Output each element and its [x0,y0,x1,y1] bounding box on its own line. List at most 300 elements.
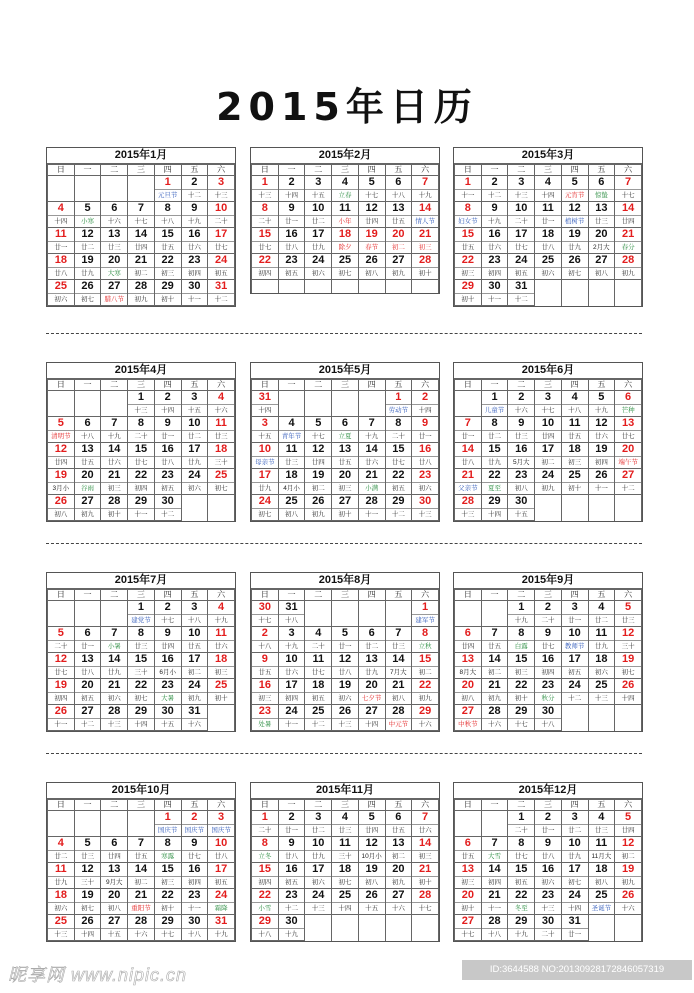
day-number: 18 [588,863,615,877]
lunar-date: 初三 [412,242,439,254]
day-number: 19 [48,679,75,693]
lunar-date: 十一 [455,190,482,202]
day-number: 18 [48,889,75,903]
day-number: 5 [358,176,385,190]
lunar-date: 初二 [385,242,412,254]
weekday-header: 一 [278,590,305,601]
day-number: 17 [561,653,588,667]
day-number: 16 [154,443,181,457]
day-number: 6 [455,837,482,851]
day-number: 28 [101,705,128,719]
day-number: 25 [48,915,75,929]
lunar-date: 十八 [252,641,279,653]
month-title: 2015年1月 [47,148,235,164]
lunar-date: 十二 [208,294,235,306]
day-number: 11 [48,863,75,877]
day-number: 22 [154,254,181,268]
lunar-date: 廿三 [101,242,128,254]
lunar-date: 十二 [385,509,412,521]
weekday-header: 三 [535,590,562,601]
weekday-header: 日 [48,800,75,811]
lunar-date: 十五 [181,405,208,417]
lunar-date: 十九 [278,929,305,941]
day-number: 14 [385,653,412,667]
lunar-date: 廿九 [358,667,385,679]
day-number: 21 [101,469,128,483]
lunar-date: 十五 [101,929,128,941]
day-number: 10 [535,417,562,431]
day-number: 19 [615,863,642,877]
lunar-date: 十一 [481,903,508,915]
lunar-date: 初四 [48,693,75,705]
lunar-date: 初三 [332,483,359,495]
lunar-date: 重阳节 [128,903,155,915]
day-number: 12 [615,837,642,851]
lunar-date: 廿二 [305,825,332,837]
lunar-date: 廿六 [358,457,385,469]
lunar-date: 小寒 [74,216,101,228]
lunar-date: 三十 [128,667,155,679]
month-calendar [46,362,236,522]
lunar-date: 十八 [561,405,588,417]
lunar-date: 初九 [481,693,508,705]
day-number: 11 [208,417,235,431]
empty-cell [561,495,588,521]
lunar-date: 初五 [74,693,101,705]
lunar-date: 廿三 [208,431,235,443]
day-number: 12 [358,837,385,851]
day-number: 19 [615,653,642,667]
lunar-date: 十三 [128,405,155,417]
watermark-id: ID:3644588 NO:20130928172846057319 [462,960,692,980]
day-number: 10 [561,627,588,641]
lunar-date: 廿二 [561,825,588,837]
day-number: 27 [588,254,615,268]
weekday-header: 四 [561,165,588,176]
lunar-date: 二十 [208,216,235,228]
lunar-date: 廿九 [588,641,615,653]
lunar-date: 初十 [455,294,482,306]
month-title: 2015年11月 [251,783,439,799]
lunar-date: 十九 [508,929,535,941]
day-number: 12 [48,653,75,667]
lunar-date: 十三 [305,903,332,915]
lunar-date: 十三 [412,509,439,521]
weekday-header: 一 [278,380,305,391]
day-number: 31 [252,391,279,405]
weekday-header: 一 [481,590,508,601]
weekday-header: 五 [385,590,412,601]
day-number: 30 [181,915,208,929]
lunar-date: 十三 [455,509,482,521]
empty-cell [305,915,332,941]
day-number: 3 [252,417,279,431]
day-number: 23 [181,889,208,903]
weekday-header: 五 [588,380,615,391]
empty-cell [385,601,412,627]
day-number: 15 [508,863,535,877]
day-number: 18 [278,469,305,483]
day-number: 6 [74,627,101,641]
lunar-date: 初八 [588,268,615,280]
lunar-date: 初三 [101,483,128,495]
lunar-date: 初十 [154,903,181,915]
lunar-date: 初七 [128,693,155,705]
empty-cell [305,280,332,294]
lunar-date: 初八 [358,877,385,889]
day-number: 10 [181,627,208,641]
lunar-date: 十五 [252,431,279,443]
weekday-header: 日 [455,380,482,391]
lunar-date: 4月小 [278,483,305,495]
day-number: 9 [535,627,562,641]
weekday-header: 四 [154,380,181,391]
day-number: 10 [305,202,332,216]
lunar-date: 二十 [252,216,279,228]
month-calendar [250,362,440,522]
lunar-date: 初三 [412,851,439,863]
day-number: 19 [561,228,588,242]
lunar-date: 廿四 [48,457,75,469]
lunar-date: 十二 [305,719,332,731]
day-number: 7 [128,837,155,851]
day-number: 5 [615,811,642,825]
weekday-header: 一 [74,800,101,811]
lunar-date: 初五 [278,268,305,280]
day-number: 31 [208,915,235,929]
lunar-date: 初七 [208,483,235,495]
day-number: 17 [252,469,279,483]
lunar-date: 十八 [385,190,412,202]
day-number: 4 [278,417,305,431]
lunar-date: 父亲节 [455,483,482,495]
day-number: 25 [588,679,615,693]
lunar-date: 廿七 [128,457,155,469]
day-number: 28 [358,495,385,509]
weekday-header: 五 [181,590,208,601]
lunar-date: 廿一 [561,615,588,627]
day-number: 21 [412,228,439,242]
weekday-header: 一 [278,800,305,811]
lunar-date: 十六 [385,903,412,915]
lunar-date: 初十 [154,294,181,306]
day-number: 17 [305,863,332,877]
day-number: 31 [278,601,305,615]
weekday-header: 日 [252,590,279,601]
lunar-date: 腊八节 [101,294,128,306]
day-number: 22 [252,889,279,903]
lunar-date: 惊蛰 [588,190,615,202]
lunar-date: 十五 [305,190,332,202]
lunar-date: 植树节 [561,216,588,228]
weekday-header: 日 [48,590,75,601]
weekday-header: 一 [481,800,508,811]
lunar-date: 廿三 [278,457,305,469]
day-number: 13 [615,417,642,431]
lunar-date: 十八 [74,431,101,443]
day-number: 26 [588,469,615,483]
lunar-date: 廿七 [305,667,332,679]
day-number: 28 [412,889,439,903]
day-number: 7 [615,176,642,190]
lunar-date: 十八 [181,615,208,627]
day-number: 30 [181,280,208,294]
day-number: 14 [101,443,128,457]
weekday-header: 六 [412,165,439,176]
empty-cell [481,811,508,837]
lunar-date: 初十 [508,693,535,705]
lunar-date: 初二 [385,851,412,863]
lunar-date: 初九 [615,268,642,280]
lunar-date: 初五 [208,877,235,889]
lunar-date: 初六 [588,667,615,679]
lunar-date: 二十 [128,431,155,443]
day-number: 18 [332,863,359,877]
day-number: 11 [278,443,305,457]
weekday-header: 六 [412,380,439,391]
month-calendar [46,782,236,942]
day-number: 28 [128,915,155,929]
lunar-date: 廿六 [181,242,208,254]
lunar-date: 初十 [412,268,439,280]
month-calendar [250,147,440,294]
lunar-date: 廿八 [455,457,482,469]
empty-cell [588,495,615,521]
lunar-date: 十二 [181,190,208,202]
empty-cell [128,811,155,837]
lunar-date: 十四 [481,509,508,521]
lunar-date: 廿九 [181,457,208,469]
lunar-date: 春节 [358,242,385,254]
lunar-date: 初十 [208,693,235,705]
day-number: 26 [48,705,75,719]
weekday-header: 二 [101,590,128,601]
empty-cell [535,495,562,521]
empty-cell [588,915,615,941]
lunar-date: 初二 [615,851,642,863]
lunar-date: 初九 [385,877,412,889]
lunar-date: 十六 [481,719,508,731]
lunar-date: 廿二 [181,431,208,443]
day-number: 22 [412,679,439,693]
lunar-date: 三十 [332,851,359,863]
day-number: 24 [561,889,588,903]
lunar-date: 三十 [74,877,101,889]
lunar-date: 廿六 [412,825,439,837]
day-number: 8 [508,627,535,641]
day-number: 11 [332,202,359,216]
day-number: 23 [154,469,181,483]
day-number: 25 [561,469,588,483]
weekday-header: 三 [128,590,155,601]
lunar-date: 廿六 [278,667,305,679]
weekday-header: 一 [74,590,101,601]
lunar-date: 初三 [252,693,279,705]
day-number: 3 [208,176,235,190]
lunar-date: 廿八 [278,851,305,863]
day-number: 1 [481,391,508,405]
day-number: 4 [588,811,615,825]
lunar-date: 中秋节 [455,719,482,731]
lunar-date: 廿三 [588,216,615,228]
day-number: 25 [208,469,235,483]
day-number: 17 [278,679,305,693]
empty-cell [305,601,332,627]
weekday-header: 四 [358,590,385,601]
day-number: 5 [74,202,101,216]
lunar-date: 初四 [481,268,508,280]
lunar-date: 十二 [74,719,101,731]
lunar-date: 立秋 [412,641,439,653]
day-number: 1 [252,811,279,825]
lunar-date: 初七 [615,667,642,679]
day-number: 3 [508,176,535,190]
lunar-date: 廿六 [481,242,508,254]
day-number: 4 [535,176,562,190]
day-number: 10 [181,417,208,431]
empty-cell [332,915,359,941]
empty-cell [588,705,615,731]
day-number: 23 [181,254,208,268]
day-number: 13 [101,228,128,242]
lunar-date: 初四 [252,877,279,889]
day-number: 15 [154,228,181,242]
empty-cell [588,280,615,306]
lunar-date: 廿一 [48,242,75,254]
lunar-date: 廿八 [535,242,562,254]
day-number: 29 [154,280,181,294]
day-number: 30 [154,705,181,719]
day-number: 11 [561,417,588,431]
day-number: 6 [101,202,128,216]
day-number: 19 [358,863,385,877]
empty-cell [615,280,642,306]
day-number: 17 [208,863,235,877]
day-number: 21 [455,469,482,483]
day-number: 1 [455,176,482,190]
lunar-date: 廿四 [615,216,642,228]
day-number: 9 [181,837,208,851]
day-number: 18 [535,228,562,242]
empty-cell [455,811,482,837]
lunar-date: 10月小 [358,851,385,863]
day-number: 21 [481,889,508,903]
lunar-date: 二十 [535,929,562,941]
lunar-date: 初五 [278,877,305,889]
day-number: 9 [412,417,439,431]
day-number: 20 [455,679,482,693]
dashed-separator [46,543,642,544]
weekday-header: 四 [561,590,588,601]
lunar-date: 二十 [305,641,332,653]
day-number: 4 [588,601,615,615]
day-number: 1 [154,811,181,825]
weekday-header: 五 [181,800,208,811]
lunar-date: 廿一 [535,825,562,837]
lunar-date: 十九 [481,216,508,228]
day-number: 5 [332,627,359,641]
day-number: 9 [154,417,181,431]
lunar-date: 廿五 [252,667,279,679]
day-number: 3 [278,627,305,641]
lunar-date: 初六 [535,268,562,280]
day-number: 18 [588,653,615,667]
lunar-date: 十四 [128,719,155,731]
lunar-date: 十九 [412,190,439,202]
empty-cell [561,280,588,306]
lunar-date: 国庆节 [181,825,208,837]
lunar-date: 廿四 [154,641,181,653]
weekday-header: 日 [252,380,279,391]
day-number: 14 [481,863,508,877]
lunar-date: 廿二 [305,216,332,228]
day-number: 11 [588,627,615,641]
day-number: 16 [252,679,279,693]
lunar-date: 初二 [535,457,562,469]
day-number: 7 [358,417,385,431]
day-number: 14 [358,443,385,457]
lunar-date: 二十 [508,216,535,228]
lunar-date: 初六 [48,903,75,915]
lunar-date: 初二 [181,667,208,679]
day-number: 4 [48,837,75,851]
day-number: 18 [305,679,332,693]
day-number: 19 [305,469,332,483]
empty-cell [305,391,332,417]
lunar-date: 圣诞节 [588,903,615,915]
day-number: 1 [412,601,439,615]
lunar-date: 初五 [385,483,412,495]
day-number: 5 [48,417,75,431]
lunar-date: 初三 [508,667,535,679]
day-number: 23 [252,705,279,719]
lunar-date: 十四 [154,405,181,417]
lunar-date: 大寒 [101,268,128,280]
day-number: 4 [332,811,359,825]
lunar-date: 十八 [278,615,305,627]
weekday-header: 五 [588,590,615,601]
weekday-header: 二 [305,590,332,601]
day-number: 2 [508,391,535,405]
weekday-header: 三 [128,800,155,811]
day-number: 14 [128,863,155,877]
lunar-date: 十五 [508,509,535,521]
lunar-date: 二十 [252,825,279,837]
lunar-date: 十一 [588,483,615,495]
day-number: 26 [358,889,385,903]
day-number: 10 [252,443,279,457]
day-number: 18 [561,443,588,457]
weekday-header: 二 [508,800,535,811]
day-number: 29 [412,705,439,719]
day-number: 21 [128,889,155,903]
lunar-date: 廿八 [154,457,181,469]
day-number: 15 [385,443,412,457]
day-number: 2 [278,176,305,190]
lunar-date: 十九 [208,929,235,941]
day-number: 3 [561,601,588,615]
day-number: 13 [74,653,101,667]
lunar-date: 3月小 [48,483,75,495]
lunar-date: 初四 [481,877,508,889]
lunar-date: 立夏 [332,431,359,443]
day-number: 27 [74,705,101,719]
day-number: 28 [128,280,155,294]
day-number: 13 [385,202,412,216]
day-number: 29 [455,280,482,294]
day-number: 14 [455,443,482,457]
lunar-date: 十九 [278,641,305,653]
